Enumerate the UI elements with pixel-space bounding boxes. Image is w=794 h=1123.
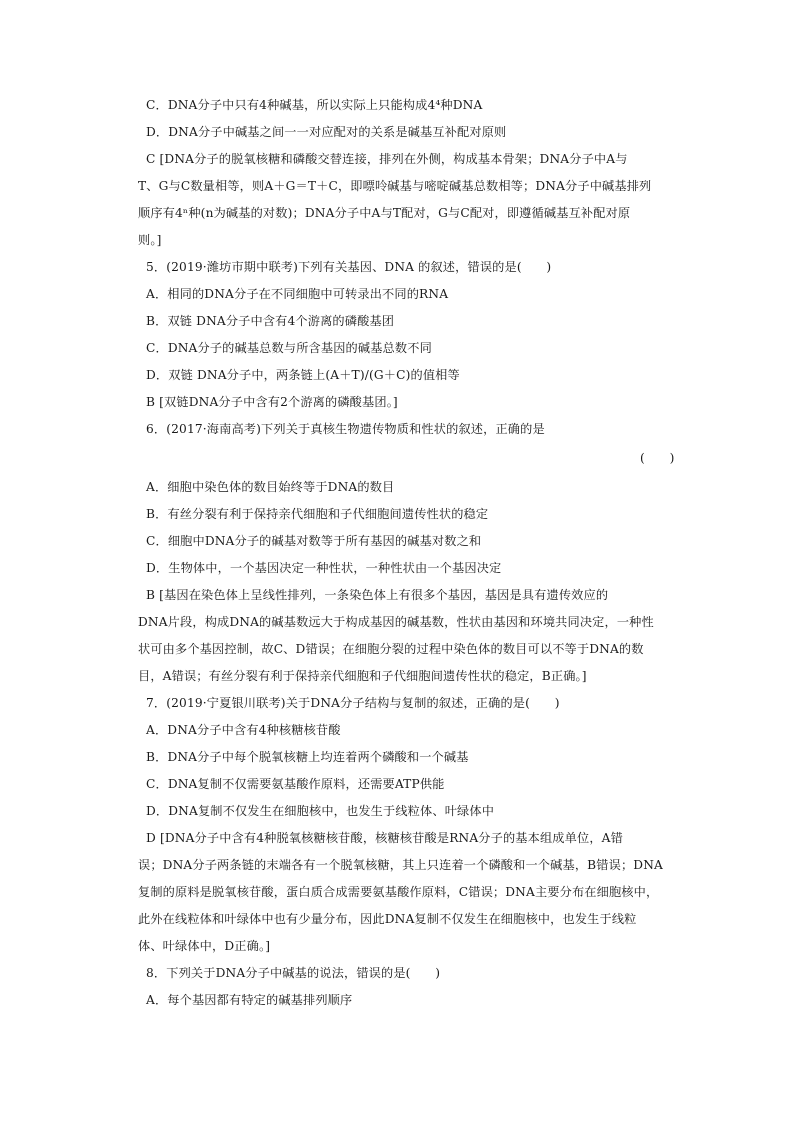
- answer-q7-line-4: 此外在线粒体和叶绿体中也有少量分布，因此DNA复制不仅发生在细胞核中，也发生于线粒: [138, 912, 637, 926]
- answer-q4-line-4: 则。]: [138, 233, 162, 247]
- answer-q6-line-3: 状可由多个基因控制，故C、D错误；在细胞分裂的过程中染色体的数目可以不等于DNA的数: [138, 642, 644, 656]
- option-b-q5: B．双链 DNA分子中含有4个游离的磷酸基团: [146, 314, 395, 328]
- answer-q6-line-4: 目，A错误；有丝分裂有利于保持亲代细胞和子代细胞间遗传性状的稳定，B正确。]: [138, 669, 587, 683]
- option-c-q4: C．DNA分子中只有4种碱基，所以实际上只能构成4⁴种DNA: [146, 98, 483, 112]
- answer-q7-line-1: D [DNA分子中含有4种脱氧核糖核苷酸，核糖核苷酸是RNA分子的基本组成单位，A错: [146, 831, 623, 845]
- option-b-q6: B．有丝分裂有利于保持亲代细胞和子代细胞间遗传性状的稳定: [146, 507, 489, 521]
- answer-q7-line-3: 复制的原料是脱氧核苷酸，蛋白质合成需要氨基酸作原料，C错误；DNA主要分布在细胞核中，: [138, 885, 659, 899]
- option-a-q8: A．每个基因都有特定的碱基排列顺序: [146, 993, 353, 1007]
- option-a-q6: A．细胞中染色体的数目始终等于DNA的数目: [146, 480, 395, 494]
- answer-q6-line-2: DNA片段，构成DNA的碱基数远大于构成基因的碱基数，性状由基因和环境共同决定，一种性: [138, 615, 654, 629]
- option-a-q5: A．相同的DNA分子在不同细胞中可转录出不同的RNA: [146, 287, 449, 301]
- answer-q4-line-1: C [DNA分子的脱氧核糖和磷酸交替连接，排列在外侧，构成基本骨架；DNA分子中A与: [146, 152, 628, 166]
- option-c-q7: C．DNA复制不仅需要氨基酸作原料，还需要ATP供能: [146, 777, 445, 791]
- option-c-q5: C．DNA分子的碱基总数与所含基因的碱基总数不同: [146, 341, 432, 355]
- answer-q7-line-2: 误；DNA分子两条链的末端各有一个脱氧核糖，其上只连着一个磷酸和一个碱基，B错误；DNA: [138, 858, 663, 872]
- option-d-q7: D．DNA复制不仅发生在细胞核中，也发生于线粒体、叶绿体中: [146, 804, 495, 818]
- answer-q6-line-1: B [基因在染色体上呈线性排列，一条染色体上有很多个基因，基因是具有遗传效应的: [146, 588, 609, 602]
- question-6-answer-blank: ( ): [640, 451, 675, 465]
- answer-q4-line-2: T、G与C数量相等，则A＋G＝T＋C，即嘌呤碱基与嘧啶碱基总数相等；DNA分子中碱基排列: [138, 179, 652, 193]
- option-c-q6: C．细胞中DNA分子的碱基对数等于所有基因的碱基对数之和: [146, 534, 482, 548]
- answer-q5: B [双链DNA分子中含有2个游离的磷酸基团。]: [146, 395, 398, 409]
- answer-q7-line-5: 体、叶绿体中，D正确。]: [138, 939, 271, 953]
- option-b-q7: B．DNA分子中每个脱氧核糖上均连着两个磷酸和一个碱基: [146, 750, 469, 764]
- question-5: 5．(2019·潍坊市期中联考)下列有关基因、DNA 的叙述，错误的是( ): [146, 260, 552, 274]
- question-6: 6．(2017·海南高考)下列关于真核生物遗传物质和性状的叙述，正确的是: [146, 422, 545, 436]
- question-7: 7．(2019·宁夏银川联考)关于DNA分子结构与复制的叙述，正确的是( ): [146, 696, 560, 710]
- answer-q4-line-3: 顺序有4ⁿ种(n为碱基的对数)；DNA分子中A与T配对，G与C配对，即遵循碱基互补配对原: [138, 206, 631, 220]
- option-d-q5: D．双链 DNA分子中，两条链上(A＋T)/(G＋C)的值相等: [146, 368, 460, 382]
- option-d-q4: D．DNA分子中碱基之间一一对应配对的关系是碱基互补配对原则: [146, 125, 507, 139]
- option-a-q7: A．DNA分子中含有4种核糖核苷酸: [146, 723, 341, 737]
- option-d-q6: D．生物体中，一个基因决定一种性状，一种性状由一个基因决定: [146, 561, 502, 575]
- question-8: 8．下列关于DNA分子中碱基的说法，错误的是( ): [146, 966, 441, 980]
